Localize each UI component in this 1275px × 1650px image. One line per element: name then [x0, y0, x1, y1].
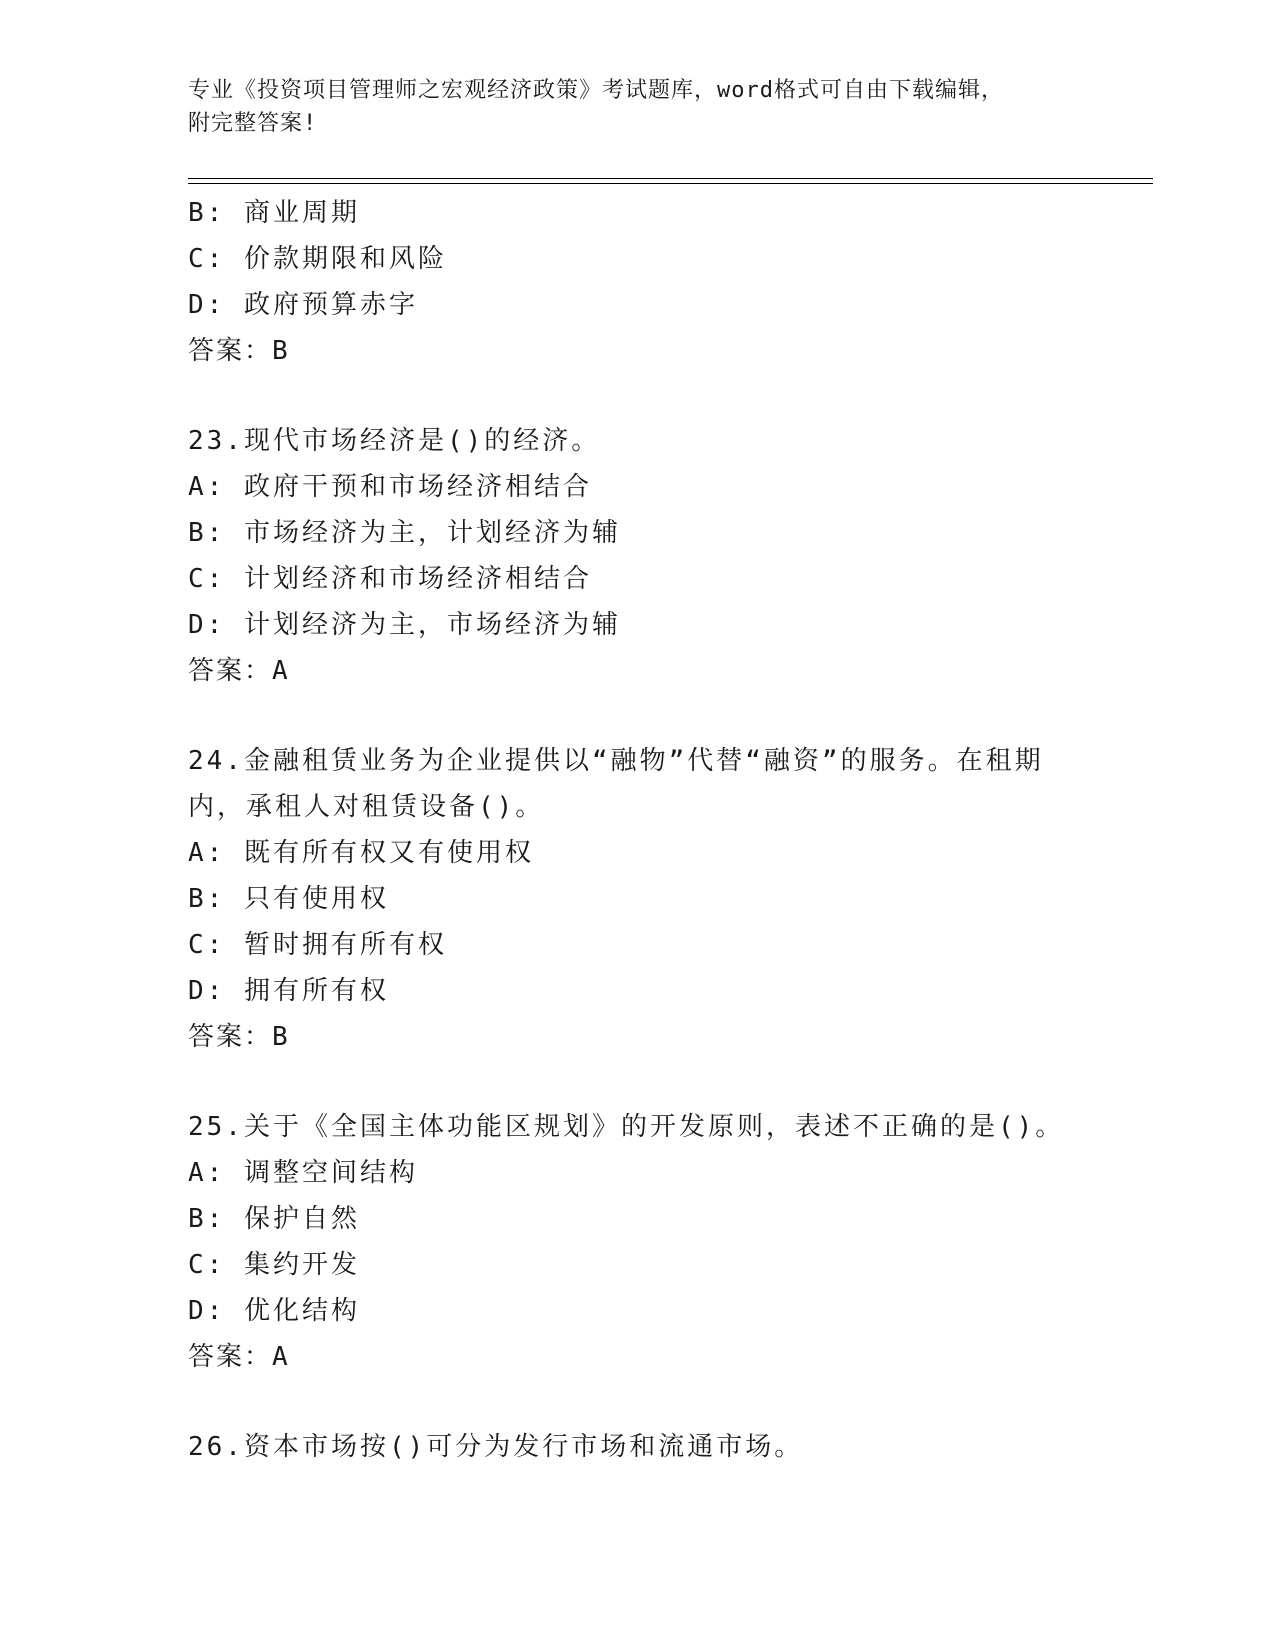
question-block-26 — [188, 1424, 1088, 1470]
answer-label: 答案： — [188, 656, 273, 686]
option-a: A: 调整空间结构 — [188, 1158, 418, 1188]
header-line-1: 专业《投资项目管理师之宏观经济政策》考试题库，word格式可自由下载编辑， — [188, 78, 1004, 103]
question-stem: 23.现代市场经济是()的经济。 — [188, 426, 601, 456]
option-c: C: 集约开发 — [188, 1250, 360, 1280]
option-c: C: 暂时拥有所有权 — [188, 930, 447, 960]
header-divider-top — [188, 178, 1153, 179]
question-stem: 25.关于《全国主体功能区规划》的开发原则，表述不正确的是()。 — [188, 1112, 1065, 1142]
answer-key: B — [272, 336, 290, 366]
question-stem: 26.资本市场按()可分为发行市场和流通市场。 — [188, 1432, 804, 1462]
option-c: C: 计划经济和市场经济相结合 — [188, 564, 592, 594]
answer-line — [188, 1014, 1088, 1060]
answer-key: B — [272, 1022, 290, 1052]
option-a: A: 政府干预和市场经济相结合 — [188, 472, 592, 502]
option-d: D: 政府预算赤字 — [188, 290, 418, 320]
option-b: B: 市场经济为主，计划经济为辅 — [188, 518, 621, 548]
option-b: B: 只有使用权 — [188, 884, 389, 914]
question-block-25 — [188, 1104, 1088, 1380]
answer-label: 答案： — [188, 336, 273, 366]
spacer — [188, 374, 1088, 418]
option-d: D: 计划经济为主，市场经济为辅 — [188, 610, 621, 640]
question-stem-line-2: 内，承租人对租赁设备()。 — [188, 792, 545, 822]
answer-line — [188, 328, 1088, 374]
answer-key: A — [272, 656, 290, 686]
spacer — [188, 1060, 1088, 1104]
question-block-22 — [188, 190, 1088, 374]
spacer — [188, 694, 1088, 738]
option-b: B: 商业周期 — [188, 198, 360, 228]
header-divider-bottom — [188, 183, 1153, 184]
document-header — [188, 74, 1088, 140]
answer-line — [188, 1334, 1088, 1380]
option-d: D: 优化结构 — [188, 1296, 360, 1326]
option-d: D: 拥有所有权 — [188, 976, 389, 1006]
option-c: C: 价款期限和风险 — [188, 244, 447, 274]
answer-line — [188, 648, 1088, 694]
option-b: B: 保护自然 — [188, 1204, 360, 1234]
header-line-2: 附完整答案! — [188, 111, 318, 136]
option-a: A: 既有所有权又有使用权 — [188, 838, 534, 868]
question-list — [188, 190, 1088, 1470]
answer-label: 答案： — [188, 1342, 273, 1372]
spacer — [188, 1380, 1088, 1424]
question-stem-line-1: 24.金融租赁业务为企业提供以“融物”代替“融资”的服务。在租期 — [188, 746, 1044, 776]
question-block-24 — [188, 738, 1088, 1060]
answer-label: 答案： — [188, 1022, 273, 1052]
answer-key: A — [272, 1342, 290, 1372]
question-block-23 — [188, 418, 1088, 694]
